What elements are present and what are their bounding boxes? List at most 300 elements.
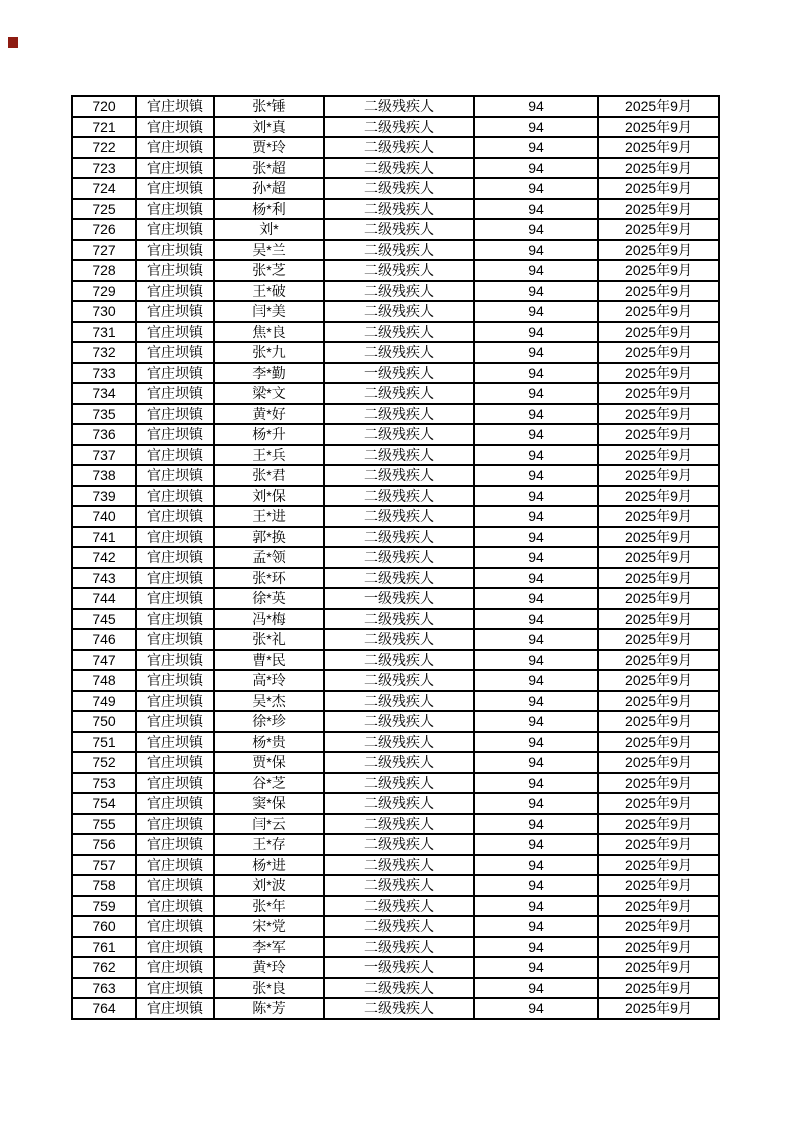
table-row	[72, 629, 719, 650]
cell-disability-level: 二级残疾人	[324, 322, 474, 343]
cell-town: 官庄坝镇	[136, 752, 214, 773]
table-row	[72, 691, 719, 712]
cell-serial: 761	[72, 937, 136, 958]
cell-town: 官庄坝镇	[136, 875, 214, 896]
cell-town: 官庄坝镇	[136, 240, 214, 261]
cell-amount: 94	[474, 568, 598, 589]
table-row	[72, 486, 719, 507]
cell-amount: 94	[474, 957, 598, 978]
cell-town: 官庄坝镇	[136, 588, 214, 609]
cell-amount: 94	[474, 260, 598, 281]
cell-amount: 94	[474, 814, 598, 835]
cell-name: 刘*	[214, 219, 324, 240]
cell-month: 2025年9月	[598, 199, 719, 220]
cell-serial: 752	[72, 752, 136, 773]
cell-disability-level: 二级残疾人	[324, 609, 474, 630]
cell-serial: 727	[72, 240, 136, 261]
cell-amount: 94	[474, 875, 598, 896]
cell-serial: 737	[72, 445, 136, 466]
cell-disability-level: 二级残疾人	[324, 486, 474, 507]
cell-amount: 94	[474, 178, 598, 199]
cell-amount: 94	[474, 383, 598, 404]
cell-town: 官庄坝镇	[136, 650, 214, 671]
table-row	[72, 896, 719, 917]
cell-town: 官庄坝镇	[136, 96, 214, 117]
cell-name: 张*君	[214, 465, 324, 486]
cell-town: 官庄坝镇	[136, 732, 214, 753]
cell-amount: 94	[474, 773, 598, 794]
cell-town: 官庄坝镇	[136, 281, 214, 302]
cell-town: 官庄坝镇	[136, 527, 214, 548]
cell-name: 张*礼	[214, 629, 324, 650]
table-row	[72, 322, 719, 343]
cell-serial: 751	[72, 732, 136, 753]
cell-month: 2025年9月	[598, 691, 719, 712]
cell-name: 杨*贵	[214, 732, 324, 753]
cell-month: 2025年9月	[598, 137, 719, 158]
cell-name: 贾*玲	[214, 137, 324, 158]
cell-disability-level: 二级残疾人	[324, 240, 474, 261]
cell-amount: 94	[474, 322, 598, 343]
cell-serial: 724	[72, 178, 136, 199]
cell-month: 2025年9月	[598, 117, 719, 138]
cell-month: 2025年9月	[598, 629, 719, 650]
table-row	[72, 301, 719, 322]
cell-serial: 726	[72, 219, 136, 240]
cell-name: 王*兵	[214, 445, 324, 466]
cell-disability-level: 二级残疾人	[324, 896, 474, 917]
table-row	[72, 916, 719, 937]
cell-name: 宋*党	[214, 916, 324, 937]
cell-disability-level: 二级残疾人	[324, 711, 474, 732]
cell-serial: 739	[72, 486, 136, 507]
table-row	[72, 875, 719, 896]
cell-serial: 721	[72, 117, 136, 138]
cell-amount: 94	[474, 998, 598, 1019]
cell-town: 官庄坝镇	[136, 445, 214, 466]
cell-month: 2025年9月	[598, 732, 719, 753]
cell-amount: 94	[474, 486, 598, 507]
cell-disability-level: 二级残疾人	[324, 199, 474, 220]
table-row	[72, 752, 719, 773]
cell-amount: 94	[474, 301, 598, 322]
cell-name: 高*玲	[214, 670, 324, 691]
cell-disability-level: 二级残疾人	[324, 404, 474, 425]
cell-serial: 760	[72, 916, 136, 937]
table-row	[72, 465, 719, 486]
cell-amount: 94	[474, 588, 598, 609]
cell-disability-level: 二级残疾人	[324, 629, 474, 650]
cell-serial: 744	[72, 588, 136, 609]
cell-town: 官庄坝镇	[136, 506, 214, 527]
cell-town: 官庄坝镇	[136, 486, 214, 507]
cell-serial: 762	[72, 957, 136, 978]
cell-disability-level: 二级残疾人	[324, 568, 474, 589]
cell-name: 刘*波	[214, 875, 324, 896]
cell-town: 官庄坝镇	[136, 978, 214, 999]
cell-town: 官庄坝镇	[136, 301, 214, 322]
table-row	[72, 260, 719, 281]
cell-amount: 94	[474, 219, 598, 240]
cell-town: 官庄坝镇	[136, 199, 214, 220]
cell-town: 官庄坝镇	[136, 834, 214, 855]
cell-serial: 750	[72, 711, 136, 732]
cell-serial: 720	[72, 96, 136, 117]
cell-month: 2025年9月	[598, 486, 719, 507]
cell-month: 2025年9月	[598, 260, 719, 281]
cell-name: 李*军	[214, 937, 324, 958]
cell-month: 2025年9月	[598, 773, 719, 794]
cell-serial: 740	[72, 506, 136, 527]
cell-town: 官庄坝镇	[136, 957, 214, 978]
cell-amount: 94	[474, 424, 598, 445]
cell-month: 2025年9月	[598, 322, 719, 343]
cell-amount: 94	[474, 978, 598, 999]
table-row	[72, 199, 719, 220]
cell-town: 官庄坝镇	[136, 158, 214, 179]
cell-month: 2025年9月	[598, 568, 719, 589]
cell-disability-level: 二级残疾人	[324, 178, 474, 199]
cell-disability-level: 二级残疾人	[324, 527, 474, 548]
cell-name: 吴*杰	[214, 691, 324, 712]
table-row	[72, 650, 719, 671]
table-row	[72, 342, 719, 363]
cell-name: 闫*美	[214, 301, 324, 322]
cell-disability-level: 二级残疾人	[324, 158, 474, 179]
cell-town: 官庄坝镇	[136, 814, 214, 835]
cell-disability-level: 二级残疾人	[324, 855, 474, 876]
cell-amount: 94	[474, 240, 598, 261]
cell-serial: 725	[72, 199, 136, 220]
cell-serial: 738	[72, 465, 136, 486]
cell-name: 李*勤	[214, 363, 324, 384]
cell-month: 2025年9月	[598, 424, 719, 445]
cell-serial: 753	[72, 773, 136, 794]
cell-town: 官庄坝镇	[136, 629, 214, 650]
cell-month: 2025年9月	[598, 506, 719, 527]
cell-name: 谷*芝	[214, 773, 324, 794]
cell-month: 2025年9月	[598, 875, 719, 896]
cell-name: 孟*领	[214, 547, 324, 568]
cell-serial: 728	[72, 260, 136, 281]
cell-serial: 733	[72, 363, 136, 384]
cell-town: 官庄坝镇	[136, 404, 214, 425]
cell-month: 2025年9月	[598, 404, 719, 425]
cell-month: 2025年9月	[598, 96, 719, 117]
cell-amount: 94	[474, 158, 598, 179]
cell-amount: 94	[474, 650, 598, 671]
cell-serial: 741	[72, 527, 136, 548]
cell-disability-level: 二级残疾人	[324, 96, 474, 117]
table-row	[72, 793, 719, 814]
cell-month: 2025年9月	[598, 834, 719, 855]
cell-town: 官庄坝镇	[136, 896, 214, 917]
cell-month: 2025年9月	[598, 855, 719, 876]
cell-month: 2025年9月	[598, 178, 719, 199]
cell-serial: 746	[72, 629, 136, 650]
cell-disability-level: 二级残疾人	[324, 301, 474, 322]
cell-amount: 94	[474, 363, 598, 384]
cell-month: 2025年9月	[598, 588, 719, 609]
cell-disability-level: 二级残疾人	[324, 937, 474, 958]
cell-disability-level: 二级残疾人	[324, 506, 474, 527]
table-row	[72, 506, 719, 527]
cell-month: 2025年9月	[598, 527, 719, 548]
cell-amount: 94	[474, 199, 598, 220]
cell-disability-level: 二级残疾人	[324, 465, 474, 486]
table-row	[72, 527, 719, 548]
cell-month: 2025年9月	[598, 978, 719, 999]
cell-town: 官庄坝镇	[136, 916, 214, 937]
cell-serial: 764	[72, 998, 136, 1019]
cell-disability-level: 二级残疾人	[324, 834, 474, 855]
cell-town: 官庄坝镇	[136, 609, 214, 630]
cell-amount: 94	[474, 793, 598, 814]
cell-name: 孙*超	[214, 178, 324, 199]
cell-name: 杨*利	[214, 199, 324, 220]
cell-town: 官庄坝镇	[136, 670, 214, 691]
cell-town: 官庄坝镇	[136, 998, 214, 1019]
cell-amount: 94	[474, 342, 598, 363]
cell-month: 2025年9月	[598, 670, 719, 691]
cell-serial: 732	[72, 342, 136, 363]
cell-amount: 94	[474, 629, 598, 650]
cell-serial: 729	[72, 281, 136, 302]
cell-month: 2025年9月	[598, 383, 719, 404]
cell-name: 张*芝	[214, 260, 324, 281]
cell-month: 2025年9月	[598, 301, 719, 322]
cell-month: 2025年9月	[598, 998, 719, 1019]
cell-amount: 94	[474, 465, 598, 486]
cell-disability-level: 一级残疾人	[324, 363, 474, 384]
cell-serial: 749	[72, 691, 136, 712]
cell-serial: 755	[72, 814, 136, 835]
cell-name: 张*超	[214, 158, 324, 179]
cell-serial: 747	[72, 650, 136, 671]
cell-disability-level: 二级残疾人	[324, 875, 474, 896]
cell-disability-level: 二级残疾人	[324, 219, 474, 240]
cell-serial: 723	[72, 158, 136, 179]
cell-disability-level: 一级残疾人	[324, 588, 474, 609]
cell-serial: 722	[72, 137, 136, 158]
cell-name: 张*环	[214, 568, 324, 589]
cell-name: 王*存	[214, 834, 324, 855]
cell-serial: 731	[72, 322, 136, 343]
cell-amount: 94	[474, 855, 598, 876]
cell-amount: 94	[474, 916, 598, 937]
cell-name: 曹*民	[214, 650, 324, 671]
cell-month: 2025年9月	[598, 752, 719, 773]
cell-month: 2025年9月	[598, 916, 719, 937]
cell-disability-level: 二级残疾人	[324, 650, 474, 671]
cell-town: 官庄坝镇	[136, 855, 214, 876]
cell-month: 2025年9月	[598, 937, 719, 958]
cell-amount: 94	[474, 691, 598, 712]
cell-serial: 748	[72, 670, 136, 691]
table-row	[72, 711, 719, 732]
cell-month: 2025年9月	[598, 445, 719, 466]
cell-month: 2025年9月	[598, 240, 719, 261]
cell-amount: 94	[474, 937, 598, 958]
cell-month: 2025年9月	[598, 465, 719, 486]
cell-month: 2025年9月	[598, 281, 719, 302]
cell-serial: 735	[72, 404, 136, 425]
cell-name: 闫*云	[214, 814, 324, 835]
cell-month: 2025年9月	[598, 793, 719, 814]
cell-town: 官庄坝镇	[136, 219, 214, 240]
table-row	[72, 404, 719, 425]
cell-month: 2025年9月	[598, 609, 719, 630]
table-row	[72, 998, 719, 1019]
cell-month: 2025年9月	[598, 957, 719, 978]
cell-amount: 94	[474, 711, 598, 732]
cell-month: 2025年9月	[598, 158, 719, 179]
payment-table-body	[72, 96, 719, 1019]
cell-town: 官庄坝镇	[136, 342, 214, 363]
cell-town: 官庄坝镇	[136, 793, 214, 814]
table-row	[72, 117, 719, 138]
cell-serial: 754	[72, 793, 136, 814]
cell-name: 张*九	[214, 342, 324, 363]
cell-name: 窦*保	[214, 793, 324, 814]
cell-serial: 745	[72, 609, 136, 630]
table-row	[72, 445, 719, 466]
cell-disability-level: 二级残疾人	[324, 670, 474, 691]
table-row	[72, 773, 719, 794]
cell-disability-level: 二级残疾人	[324, 732, 474, 753]
cell-name: 吴*兰	[214, 240, 324, 261]
cell-town: 官庄坝镇	[136, 424, 214, 445]
cell-name: 张*良	[214, 978, 324, 999]
cell-serial: 743	[72, 568, 136, 589]
cell-name: 焦*良	[214, 322, 324, 343]
table-row	[72, 383, 719, 404]
cell-serial: 742	[72, 547, 136, 568]
table-row	[72, 424, 719, 445]
table-row	[72, 834, 719, 855]
cell-name: 刘*真	[214, 117, 324, 138]
cell-amount: 94	[474, 404, 598, 425]
cell-serial: 734	[72, 383, 136, 404]
cell-town: 官庄坝镇	[136, 711, 214, 732]
cell-name: 刘*保	[214, 486, 324, 507]
table-row	[72, 588, 719, 609]
cell-name: 陈*芳	[214, 998, 324, 1019]
cell-disability-level: 二级残疾人	[324, 424, 474, 445]
cell-amount: 94	[474, 527, 598, 548]
cell-month: 2025年9月	[598, 711, 719, 732]
cell-serial: 736	[72, 424, 136, 445]
table-row	[72, 219, 719, 240]
table-row	[72, 937, 719, 958]
table-row	[72, 732, 719, 753]
cell-disability-level: 二级残疾人	[324, 691, 474, 712]
cell-serial: 759	[72, 896, 136, 917]
cell-disability-level: 二级残疾人	[324, 916, 474, 937]
table-row	[72, 568, 719, 589]
cell-name: 杨*升	[214, 424, 324, 445]
cell-name: 梁*文	[214, 383, 324, 404]
cell-amount: 94	[474, 896, 598, 917]
cell-disability-level: 二级残疾人	[324, 793, 474, 814]
cell-town: 官庄坝镇	[136, 465, 214, 486]
cell-serial: 758	[72, 875, 136, 896]
cell-disability-level: 二级残疾人	[324, 773, 474, 794]
cell-amount: 94	[474, 732, 598, 753]
table-row	[72, 158, 719, 179]
cell-town: 官庄坝镇	[136, 363, 214, 384]
cell-disability-level: 二级残疾人	[324, 978, 474, 999]
cell-amount: 94	[474, 96, 598, 117]
cell-amount: 94	[474, 670, 598, 691]
cell-town: 官庄坝镇	[136, 691, 214, 712]
cell-amount: 94	[474, 609, 598, 630]
cell-name: 冯*梅	[214, 609, 324, 630]
cell-amount: 94	[474, 137, 598, 158]
cell-disability-level: 二级残疾人	[324, 383, 474, 404]
cell-name: 王*破	[214, 281, 324, 302]
cell-disability-level: 二级残疾人	[324, 137, 474, 158]
cell-month: 2025年9月	[598, 363, 719, 384]
cell-amount: 94	[474, 752, 598, 773]
table-row	[72, 547, 719, 568]
cell-town: 官庄坝镇	[136, 547, 214, 568]
cell-amount: 94	[474, 445, 598, 466]
red-stamp-mark	[8, 37, 18, 48]
cell-town: 官庄坝镇	[136, 937, 214, 958]
cell-name: 杨*进	[214, 855, 324, 876]
cell-name: 徐*英	[214, 588, 324, 609]
cell-serial: 730	[72, 301, 136, 322]
cell-month: 2025年9月	[598, 342, 719, 363]
cell-name: 黄*好	[214, 404, 324, 425]
table-row	[72, 814, 719, 835]
table-row	[72, 178, 719, 199]
cell-month: 2025年9月	[598, 814, 719, 835]
cell-amount: 94	[474, 834, 598, 855]
cell-amount: 94	[474, 506, 598, 527]
table-row	[72, 957, 719, 978]
cell-month: 2025年9月	[598, 547, 719, 568]
cell-disability-level: 二级残疾人	[324, 445, 474, 466]
cell-disability-level: 二级残疾人	[324, 342, 474, 363]
cell-disability-level: 二级残疾人	[324, 547, 474, 568]
cell-name: 张*锤	[214, 96, 324, 117]
cell-town: 官庄坝镇	[136, 117, 214, 138]
table-row	[72, 855, 719, 876]
table-row	[72, 96, 719, 117]
cell-town: 官庄坝镇	[136, 178, 214, 199]
cell-disability-level: 二级残疾人	[324, 998, 474, 1019]
cell-amount: 94	[474, 547, 598, 568]
table-row	[72, 281, 719, 302]
cell-month: 2025年9月	[598, 650, 719, 671]
cell-name: 黄*玲	[214, 957, 324, 978]
subsidy-payment-table	[71, 95, 720, 1020]
cell-town: 官庄坝镇	[136, 322, 214, 343]
cell-amount: 94	[474, 281, 598, 302]
table-row	[72, 137, 719, 158]
table-row	[72, 670, 719, 691]
cell-disability-level: 二级残疾人	[324, 281, 474, 302]
cell-disability-level: 二级残疾人	[324, 752, 474, 773]
cell-name: 郭*换	[214, 527, 324, 548]
table-row	[72, 363, 719, 384]
cell-town: 官庄坝镇	[136, 137, 214, 158]
cell-town: 官庄坝镇	[136, 383, 214, 404]
cell-town: 官庄坝镇	[136, 773, 214, 794]
cell-town: 官庄坝镇	[136, 568, 214, 589]
